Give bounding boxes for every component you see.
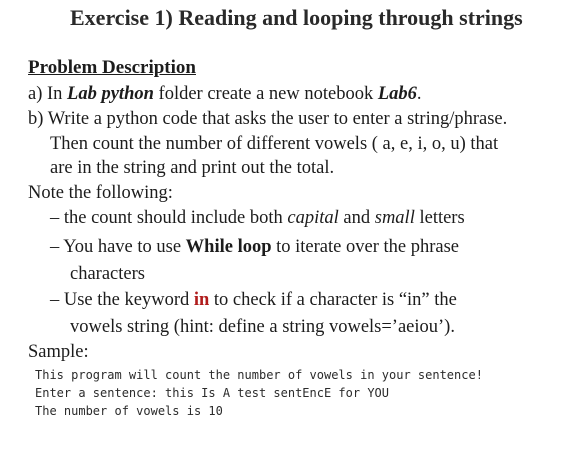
item-a-prefix: a) In <box>28 84 68 104</box>
note-2-keyword: While loop <box>185 237 272 257</box>
item-a <box>28 82 422 106</box>
note-1-small: small <box>374 208 415 228</box>
item-a-notebook: Lab6 <box>377 84 417 104</box>
problem-description-heading: Problem Description <box>28 57 196 78</box>
note-3 <box>50 288 457 312</box>
note-heading: Note the following: <box>28 183 173 203</box>
note-1-suffix: letters <box>414 208 465 228</box>
item-a-folder: Lab python <box>67 84 154 104</box>
note-1 <box>50 206 465 230</box>
item-b-line2: Then count the number of different vowels ( a, e, i, o, u) that <box>50 134 499 154</box>
sample-heading: Sample: <box>28 342 89 362</box>
note-2 <box>50 235 459 259</box>
note-1-and: and <box>338 208 375 228</box>
note-1-prefix: – the count should include both <box>50 208 288 228</box>
exercise-title: Exercise 1) Reading and looping through strings <box>70 5 523 30</box>
note-2-continuation: characters <box>70 264 145 284</box>
note-3-prefix: – Use the keyword <box>50 290 194 310</box>
sample-output-line: This program will count the number of vowels in your sentence! <box>35 368 483 382</box>
sample-output-line: Enter a sentence: this Is A test sentEncE for YOU <box>35 386 390 400</box>
sample-output-line: The number of vowels is 10 <box>35 404 223 418</box>
note-3-keyword: in <box>193 290 210 310</box>
note-3-suffix: to check if a character is “in” the <box>209 290 457 310</box>
item-b-line1: b) Write a python code that asks the user to enter a string/phrase. <box>28 109 508 129</box>
item-a-suffix: . <box>416 84 422 104</box>
note-3-continuation: vowels string (hint: define a string vowels=’aeiou’). <box>70 317 455 337</box>
note-2-prefix: – You have to use <box>50 237 186 257</box>
item-a-middle: folder create a new notebook <box>153 84 378 104</box>
item-b-line3: are in the string and print out the total. <box>50 158 335 178</box>
note-1-capital: capital <box>287 208 339 228</box>
note-2-suffix: to iterate over the phrase <box>271 237 459 257</box>
